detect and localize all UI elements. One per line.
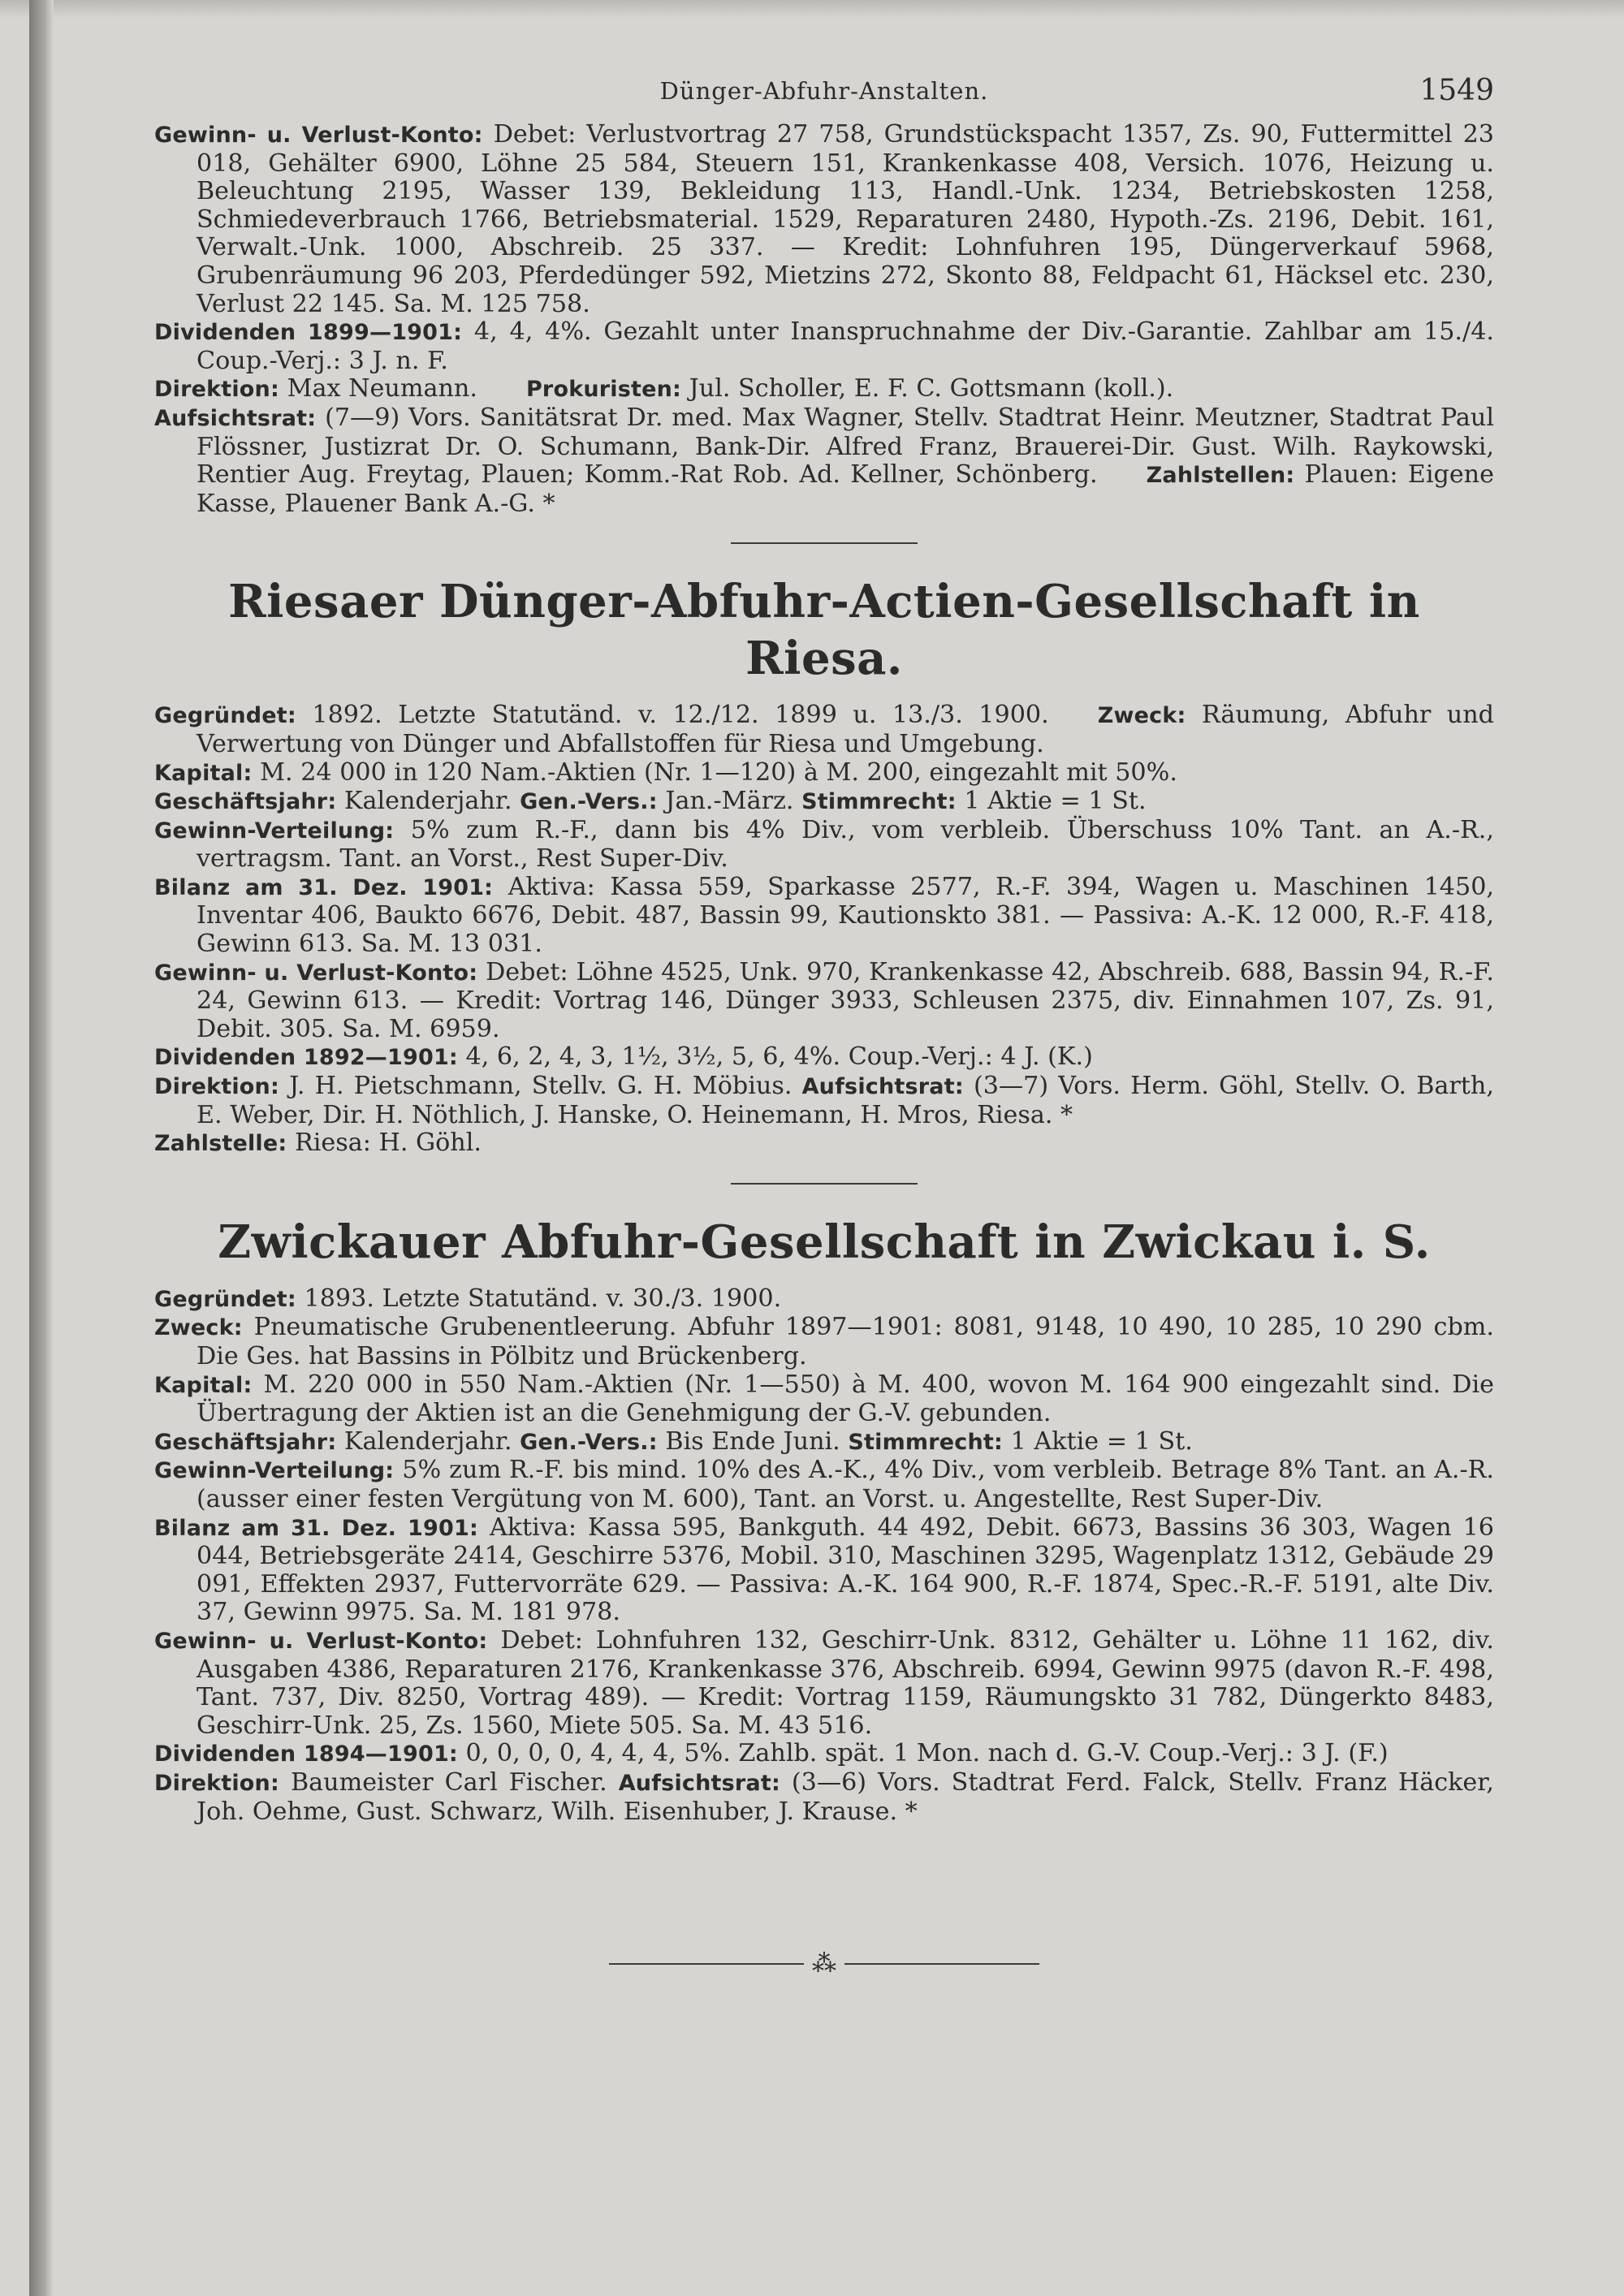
entry1-aufsichtsrat-text: (7—9) Vors. Sanitätsrat Dr. med. Max Wagner, Stellv. Stadtrat Heinr. Meutzner, Stadtrat Paul Flössner, Justizrat Dr. O. Schumann, Bank-Dir. Alfred Franz, Brauerei-Dir. Gust. Wilh. Raykowski, Rentier Aug. Freytag, Plauen; Komm.-Rat Rob. Ad. Kellner, Schönberg. <box>197 403 1494 490</box>
entry3-aufsichtsrat-text: (3—6) Vors. Stadtrat Ferd. Falck, Stellv. Franz Häcker, Joh. Oehme, Gust. Schwarz, Wilh. Eisenhuber, J. Krause. * <box>197 1767 1494 1826</box>
entry3-fiscal-year <box>154 1428 1494 1457</box>
entry2-balance-label: Bilanz am 31. Dez. 1901: <box>154 874 494 900</box>
entry1-profit-loss-label: Gewinn- u. Verlust-Konto: <box>154 123 483 148</box>
entry2-direktion-text: J. H. Pietschmann, Stellv. G. H. Möbius. <box>279 1072 793 1101</box>
page-top-edge <box>0 0 1624 18</box>
entry2-capital <box>154 759 1494 788</box>
entry2-fiscal-label: Geschäftsjahr: <box>154 789 337 815</box>
entry2-dividends-label: Dividenden 1892—1901: <box>154 1045 458 1071</box>
entry3-profit-loss-text: Debet: Lohnfuhren 132, Geschirr-Unk. 8312, Gehälter u. Löhne 11 162, div. Ausgaben 4386, Reparaturen 2176, Krankenkasse 376, Abschreib. 6994, Gewinn 9975 (davon R.-F. 498, Tant. 737, Div. 8250, Vortrag 489). — Kredit: Vortrag 1159, Räumungskto 31 782, Düngerkto 8483, Geschirr-Unk. 25, Zs. 1560, Miete 505. Sa. M. 43 516. <box>197 1625 1494 1740</box>
entry2-aufsichtsrat-label: Aufsichtsrat: <box>801 1074 964 1100</box>
entry1-dividends <box>154 318 1494 375</box>
entry2-balance-text: Aktiva: Kassa 559, Sparkasse 2577, R.-F. 394, Wagen u. Maschinen 1450, Inventar 406, Baukto 6676, Debit. 487, Bassin 99, Kautionskto 381. — Passiva: A.-K. 12 000, R.-F. 418, Gewinn 613. Sa. M. 13 031. <box>197 872 1495 959</box>
entry2-capital-text: M. 24 000 in 120 Nam.-Aktien (Nr. 1—120) à M. 200, eingezahlt mit 50%. <box>252 757 1177 787</box>
entry2-profit-loss-text: Debet: Löhne 4525, Unk. 970, Krankenkasse 42, Abschreib. 688, Bassin 94, R.-F. 24, Gewinn 613. — Kredit: Vortrag 146, Dünger 3933, Schleusen 2375, div. Einnahmen 107, Zs. 91, Debit. 305. Sa. M. 6959. <box>197 957 1494 1043</box>
entry2-zahlstelle-label: Zahlstelle: <box>154 1131 287 1157</box>
entry3-aufsichtsrat-label: Aufsichtsrat: <box>618 1770 780 1796</box>
entry1-prokuristen-text: Jul. Scholler, E. F. C. Gottsmann (koll.). <box>681 374 1174 404</box>
entry-zwickau <box>154 1285 1494 1826</box>
entry2-fiscal-year <box>154 788 1494 817</box>
entry3-balance-label: Bilanz am 31. Dez. 1901: <box>154 1515 478 1541</box>
entry2-profit-loss <box>154 959 1494 1044</box>
entry3-balance <box>154 1514 1494 1627</box>
entry3-purpose-text: Pneumatische Grubenentleerung. Abfuhr 1897—1901: 8081, 9148, 10 490, 10 285, 10 290 cbm. Die Ges. hat Bassins in Pölbitz und Brückenberg. <box>197 1313 1494 1370</box>
entry3-direktion-text: Baumeister Carl Fischer. <box>279 1767 607 1797</box>
entry3-capital-label: Kapital: <box>154 1372 253 1398</box>
entry3-fiscal-label: Geschäftsjahr: <box>154 1429 337 1455</box>
entry3-dividends-label: Dividenden 1894—1901: <box>154 1741 458 1767</box>
end-ornament <box>581 1949 1068 1978</box>
book-page <box>154 69 1494 1978</box>
entry3-purpose <box>154 1314 1494 1370</box>
entry2-management <box>154 1072 1494 1129</box>
entry2-purpose-text: Räumung, Abfuhr und Verwertung von Dünger und Abfallstoffen für Riesa und Umgebung. <box>197 701 1494 758</box>
entry3-capital <box>154 1371 1494 1428</box>
entry1-profit-loss-text: Debet: Verlustvortrag 27 758, Grundstückspacht 1357, Zs. 90, Futtermittel 23 018, Gehälter 6900, Löhne 25 584, Steuern 151, Krankenkasse 408, Versich. 1076, Heizung u. Beleuchtung 2195, Wasser 139, Bekleidung 113, Handl.-Unk. 1234, Betriebskosten 1258, Schmiedeverbrauch 1766, Betriebsmaterial. 1529, Reparaturen 2480, Hypoth.-Zs. 2196, Debit. 161, Verwalt.-Unk. 1000, Abschreib. 25 337. — Kredit: Lohnfuhren 195, Düngerverkauf 5968, Grubenräumung 96 203, Pferdedünger 592, Mietzins 272, Skonto 88, Feldpacht 61, Häcksel etc. 230, Verlust 22 145. Sa. M. 125 758. <box>197 120 1495 318</box>
ornament-line-left <box>609 1963 804 1965</box>
entry3-purpose-label: Zweck: <box>154 1315 243 1341</box>
entry2-purpose-label: Zweck: <box>1097 703 1186 729</box>
entry3-capital-text: M. 220 000 in 550 Nam.-Aktien (Nr. 1—550) à M. 400, wovon M. 164 900 eingezahlt sind. Die Übertragung der Aktien ist an die Genehmigung der G.-V. gebunden. <box>197 1370 1494 1428</box>
entry2-direktion-label: Direktion: <box>154 1074 279 1100</box>
entry2-genvers-label: Gen.-Vers.: <box>520 789 658 815</box>
entry2-capital-label: Kapital: <box>154 760 253 786</box>
entry1-dividends-text: 4, 4, 4%. Gezahlt unter Inanspruchnahme der Div.-Garantie. Zahlbar am 15./4. Coup.-Verj.: 3 J. n. F. <box>197 317 1494 375</box>
entry3-fiscal-text: Kalenderjahr. <box>336 1426 512 1456</box>
entry2-founded-text: 1892. Letzte Statutänd. v. 12./12. 1899 u. 13./3. 1900. <box>296 701 1049 730</box>
entry2-vote-label: Stimmrecht: <box>801 789 957 815</box>
entry2-zahlstelle-text: Riesa: H. Göhl. <box>287 1129 482 1158</box>
page-header <box>154 69 1494 110</box>
entry3-title: Zwickauer Abfuhr-Gesellschaft in Zwickau i. S. <box>218 1215 1431 1269</box>
entry2-dividends <box>154 1043 1494 1072</box>
entry2-profit-distribution <box>154 817 1494 874</box>
section-divider <box>731 542 918 544</box>
entry3-balance-text: Aktiva: Kassa 595, Bankguth. 44 492, Debit. 6673, Bassins 36 303, Wagen 16 044, Betriebsgeräte 2414, Geschirre 5376, Mobil. 310, Maschinen 3295, Wagenplatz 1312, Gebäude 29 091, Effekten 2937, Futtervorräte 629. — Passiva: A.-K. 164 900, R.-F. 1874, Spec.-R.-F. 5191, alte Div. 37, Gewinn 9975. Sa. M. 181 978. <box>197 1513 1494 1627</box>
entry2-dividends-text: 4, 6, 2, 4, 3, 1½, 3½, 5, 6, 4%. Coup.-Verj.: 4 J. (K.) <box>457 1042 1093 1072</box>
entry3-direktion-label: Direktion: <box>154 1770 279 1796</box>
entry1-aufsichtsrat-label: Aufsichtsrat: <box>154 405 317 431</box>
entry3-founded-text: 1893. Letzte Statutänd. v. 30./3. 1900. <box>296 1284 782 1313</box>
entry3-founded <box>154 1285 1494 1314</box>
binding-spine <box>29 0 54 2296</box>
entry1-profit-loss <box>154 121 1494 318</box>
entry1-direktion-label: Direktion: <box>154 377 279 403</box>
page-number: 1549 <box>1419 74 1494 107</box>
entry2-genvers-text: Jan.-März. <box>657 787 794 816</box>
ornament-icon: ⁂ <box>812 1949 836 1979</box>
entry1-prokuristen-label: Prokuristen: <box>525 377 682 403</box>
ornament-line-right <box>844 1963 1039 1965</box>
entry3-vote-label: Stimmrecht: <box>848 1429 1004 1455</box>
entry3-genvers-text: Bis Ende Juni. <box>657 1426 840 1456</box>
entry1-zahlstellen-label: Zahlstellen: <box>1146 463 1295 489</box>
entry3-genvers-label: Gen.-Vers.: <box>520 1429 658 1455</box>
entry2-vote-text: 1 Aktie = 1 St. <box>956 787 1147 816</box>
entry2-balance <box>154 874 1494 959</box>
entry3-dividends-text: 0, 0, 0, 0, 4, 4, 4, 5%. Zahlb. spät. 1 Mon. nach d. G.-V. Coup.-Verj.: 3 J. (F.) <box>457 1739 1389 1768</box>
entry2-founded-label: Gegründet: <box>154 703 296 729</box>
entry2-profit-loss-label: Gewinn- u. Verlust-Konto: <box>154 960 478 986</box>
entry-riesa <box>154 701 1494 1159</box>
entry1-direktion-text: Max Neumann. <box>279 374 477 404</box>
entry2-distribution-label: Gewinn-Verteilung: <box>154 818 395 844</box>
entry2-aufsichtsrat-text: (3—7) Vors. Herm. Göhl, Stellv. O. Barth, E. Weber, Dir. H. Nöthlich, J. Hanske, O. Heinemann, H. Mros, Riesa. * <box>197 1072 1494 1129</box>
entry3-profit-distribution <box>154 1457 1494 1513</box>
entry3-dividends <box>154 1740 1494 1769</box>
entry3-distribution-label: Gewinn-Verteilung: <box>154 1458 395 1484</box>
entry3-profit-loss <box>154 1627 1494 1740</box>
running-head: Dünger-Abfuhr-Anstalten. <box>659 77 989 105</box>
entry1-dividends-label: Dividenden 1899—1901: <box>154 320 463 346</box>
entry3-founded-label: Gegründet: <box>154 1286 296 1312</box>
entry1-supervisory-board <box>154 404 1494 518</box>
entry3-profit-loss-label: Gewinn- u. Verlust-Konto: <box>154 1628 488 1654</box>
entry-continuation <box>154 121 1494 518</box>
entry2-founded <box>154 701 1494 758</box>
entry2-fiscal-text: Kalenderjahr. <box>336 787 512 816</box>
section-divider <box>731 1183 918 1185</box>
entry2-paying-agent <box>154 1129 1494 1159</box>
entry3-distribution-text: 5% zum R.-F. bis mind. 10% des A.-K., 4% Div., vom verbleib. Betrage 8% Tant. an A.-R. (ausser einer festen Vergütung von M. 600), Tant. an Vorst. u. Angestellte, Rest Super-Div. <box>197 1456 1494 1513</box>
entry2-distribution-text: 5% zum R.-F., dann bis 4% Div., vom verbleib. Überschuss 10% Tant. an A.-R., vertragsm. Tant. an Vorst., Rest Super-Div. <box>197 815 1494 874</box>
entry2-title: Riesaer Dünger-Abfuhr-Actien-Gesellschaft in Riesa. <box>228 575 1420 686</box>
entry1-management <box>154 375 1494 404</box>
entry3-management <box>154 1769 1494 1826</box>
entry3-vote-text: 1 Aktie = 1 St. <box>1003 1426 1193 1456</box>
entry1-zahlstellen-text: Plauen: Eigene Kasse, Plauener Bank A.-G. * <box>197 460 1494 518</box>
